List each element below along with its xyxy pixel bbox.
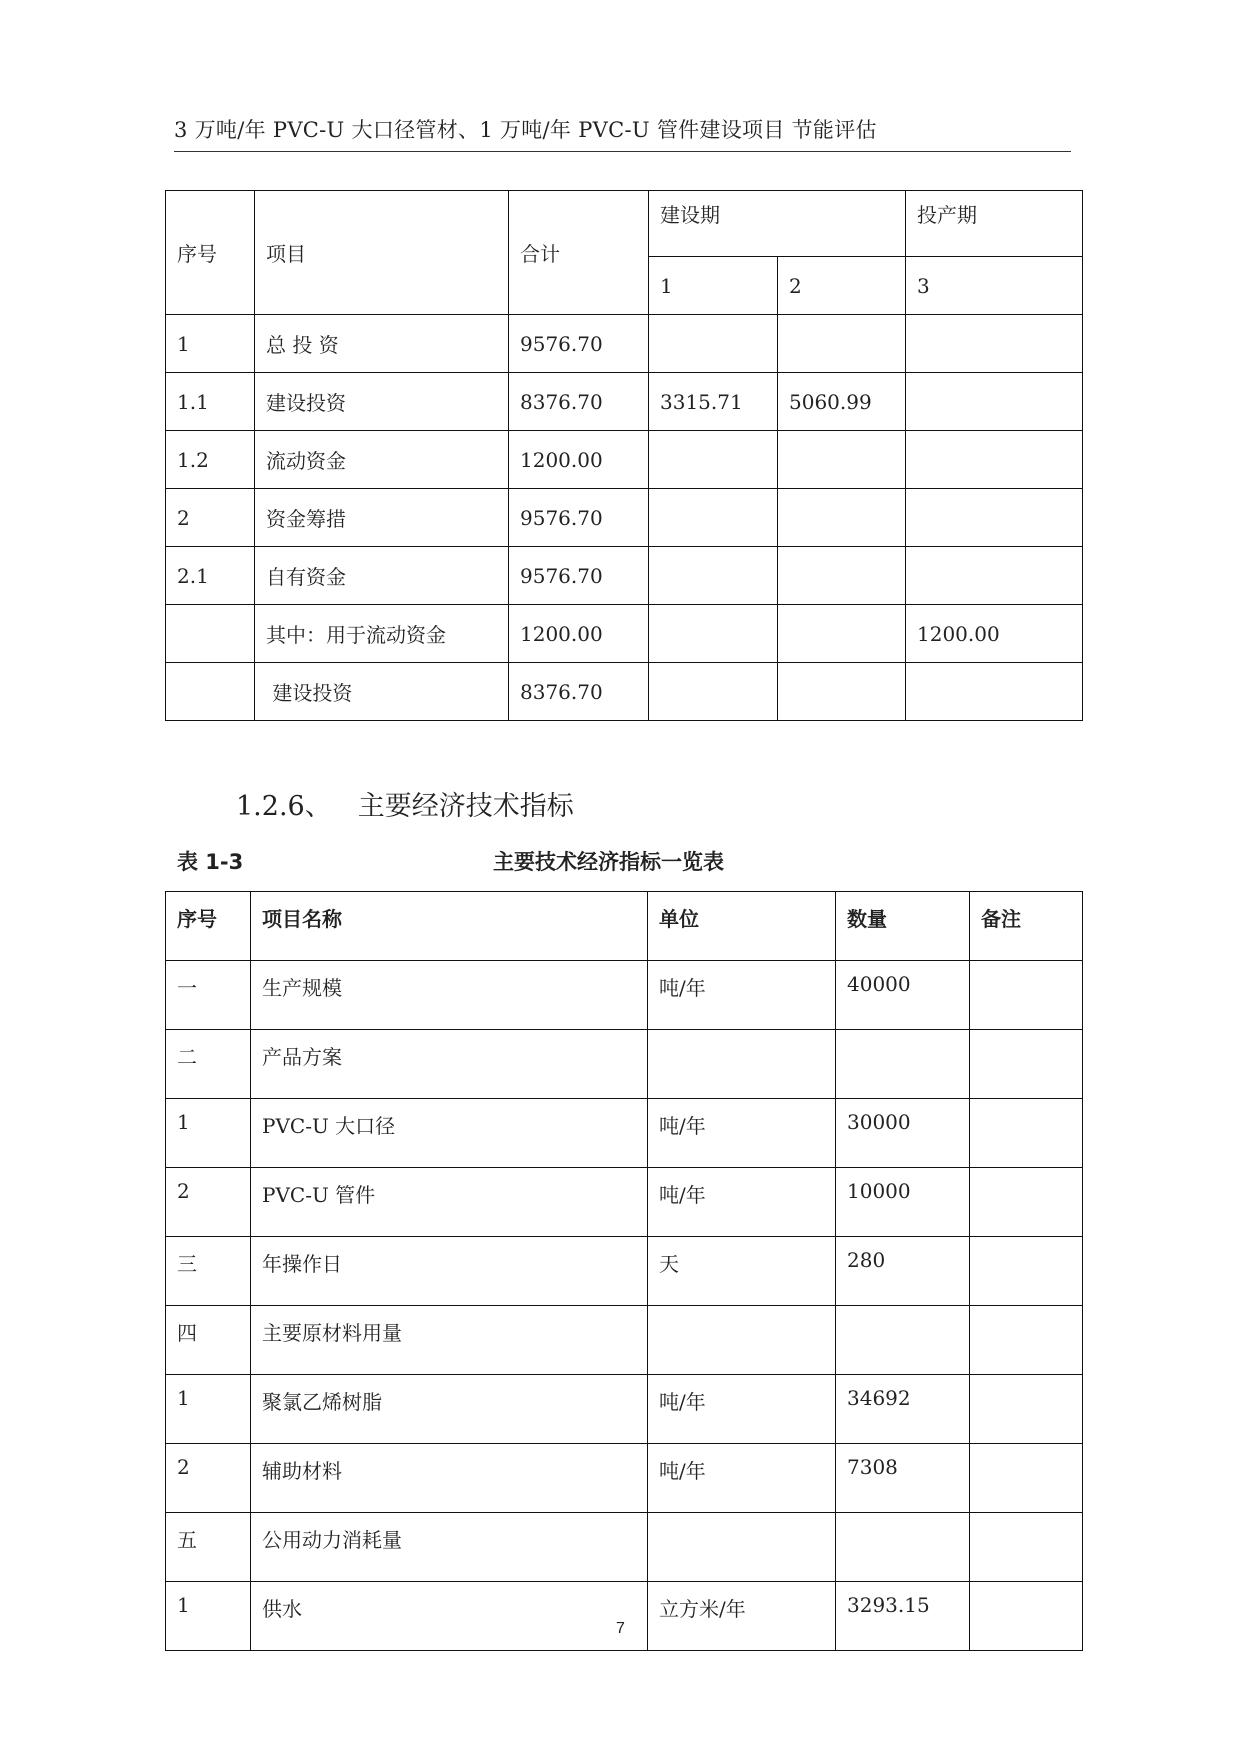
cell-year-3 [906,373,1083,431]
cell-seq: 五 [166,1513,251,1582]
section-number: 1.2.6、 [236,791,332,822]
cell-unit: 吨/年 [648,1168,836,1237]
cell-year-3 [906,315,1083,373]
table-row [166,373,1083,431]
cell-year-3 [906,547,1083,605]
cell-unit [648,1306,836,1375]
cell-seq [166,605,255,663]
cell-year-3: 1200.00 [906,605,1083,663]
header-total: 合计 [509,191,649,315]
table-row [166,489,1083,547]
cell-unit: 吨/年 [648,961,836,1030]
table-caption-label: 表 1-3 [177,850,244,874]
cell-seq: 四 [166,1306,251,1375]
cell-item-name: 主要原材料用量 [251,1306,648,1375]
table-row [166,431,1083,489]
cell-item: 建设投资 [255,663,509,721]
table-row [166,1375,1083,1444]
cell-seq: 1 [166,1375,251,1444]
cell-quantity: 30000 [836,1099,970,1168]
investment-table [165,190,1083,721]
cell-item: 资金筹措 [255,489,509,547]
cell-seq: 2.1 [166,547,255,605]
cell-seq: 三 [166,1237,251,1306]
cell-seq: 2 [166,489,255,547]
table-caption-title: 主要技术经济指标一览表 [493,850,724,874]
table-row [166,1306,1083,1375]
cell-total: 9576.70 [509,489,649,547]
header-item-name: 项目名称 [251,892,648,961]
cell-year-1 [649,315,778,373]
table-row [166,547,1083,605]
header-year-3: 3 [906,257,1083,315]
cell-unit: 吨/年 [648,1375,836,1444]
header-construction-period: 建设期 [649,191,906,257]
table-row [166,961,1083,1030]
header-unit: 单位 [648,892,836,961]
cell-year-2 [778,547,906,605]
cell-year-1 [649,605,778,663]
cell-remark [970,1375,1083,1444]
cell-year-3 [906,431,1083,489]
cell-item: 其中：用于流动资金 [255,605,509,663]
table-row [166,1513,1083,1582]
cell-quantity: 34692 [836,1375,970,1444]
cell-year-1 [649,489,778,547]
cell-year-1 [649,547,778,605]
header-item: 项目 [255,191,509,315]
cell-quantity [836,1030,970,1099]
header-quantity: 数量 [836,892,970,961]
table-row [166,1444,1083,1513]
table-row [166,1168,1083,1237]
table-row [166,1030,1083,1099]
header-production-period: 投产期 [906,191,1083,257]
cell-total: 9576.70 [509,547,649,605]
cell-year-1: 3315.71 [649,373,778,431]
cell-total: 8376.70 [509,663,649,721]
table-row [166,605,1083,663]
cell-item-name: 产品方案 [251,1030,648,1099]
cell-unit [648,1513,836,1582]
page-number: 7 [616,1620,625,1637]
cell-remark [970,1582,1083,1651]
cell-seq: 1 [166,315,255,373]
cell-total: 1200.00 [509,605,649,663]
table-row [166,1237,1083,1306]
cell-item-name: PVC-U 大口径 [251,1099,648,1168]
cell-year-2 [778,315,906,373]
cell-unit: 吨/年 [648,1099,836,1168]
cell-total: 8376.70 [509,373,649,431]
cell-year-2: 5060.99 [778,373,906,431]
table-row [166,1582,1083,1651]
cell-remark [970,1444,1083,1513]
cell-item-name: PVC-U 管件 [251,1168,648,1237]
header-year-1: 1 [649,257,778,315]
cell-total: 1200.00 [509,431,649,489]
cell-item-name: 供水 [251,1582,648,1651]
indicator-table [165,891,1083,1651]
cell-year-1 [649,431,778,489]
cell-remark [970,961,1083,1030]
cell-remark [970,1513,1083,1582]
cell-quantity: 3293.15 [836,1582,970,1651]
cell-year-3 [906,489,1083,547]
cell-remark [970,1030,1083,1099]
header-year-2: 2 [778,257,906,315]
header-seq: 序号 [166,892,251,961]
cell-remark [970,1099,1083,1168]
cell-unit [648,1030,836,1099]
cell-year-2 [778,431,906,489]
cell-quantity: 280 [836,1237,970,1306]
cell-item: 总 投 资 [255,315,509,373]
cell-seq: 一 [166,961,251,1030]
cell-unit: 天 [648,1237,836,1306]
cell-seq: 2 [166,1444,251,1513]
cell-seq: 1 [166,1582,251,1651]
cell-remark [970,1306,1083,1375]
cell-seq [166,663,255,721]
cell-seq: 1.2 [166,431,255,489]
cell-item-name: 辅助材料 [251,1444,648,1513]
cell-total: 9576.70 [509,315,649,373]
cell-quantity: 7308 [836,1444,970,1513]
cell-item-name: 年操作日 [251,1237,648,1306]
table-row [166,315,1083,373]
page-header: 3 万吨/年 PVC-U 大口径管材、1 万吨/年 PVC-U 管件建设项目 节能评估 [174,118,877,142]
cell-seq: 1.1 [166,373,255,431]
cell-unit: 立方米/年 [648,1582,836,1651]
cell-quantity: 10000 [836,1168,970,1237]
cell-seq: 1 [166,1099,251,1168]
cell-remark [970,1237,1083,1306]
cell-year-2 [778,605,906,663]
section-title: 主要经济技术指标 [357,791,574,822]
cell-year-1 [649,663,778,721]
header-seq: 序号 [166,191,255,315]
header-remark: 备注 [970,892,1083,961]
cell-item-name: 生产规模 [251,961,648,1030]
cell-item-name: 公用动力消耗量 [251,1513,648,1582]
table-row [166,1099,1083,1168]
header-rule [174,151,1071,152]
cell-item: 建设投资 [255,373,509,431]
cell-seq: 2 [166,1168,251,1237]
cell-seq: 二 [166,1030,251,1099]
cell-year-2 [778,489,906,547]
cell-quantity [836,1306,970,1375]
cell-item-name: 聚氯乙烯树脂 [251,1375,648,1444]
cell-quantity: 40000 [836,961,970,1030]
cell-year-3 [906,663,1083,721]
cell-year-2 [778,663,906,721]
cell-remark [970,1168,1083,1237]
cell-item: 流动资金 [255,431,509,489]
cell-item: 自有资金 [255,547,509,605]
cell-quantity [836,1513,970,1582]
table-row [166,663,1083,721]
section-heading [236,784,574,823]
cell-unit: 吨/年 [648,1444,836,1513]
